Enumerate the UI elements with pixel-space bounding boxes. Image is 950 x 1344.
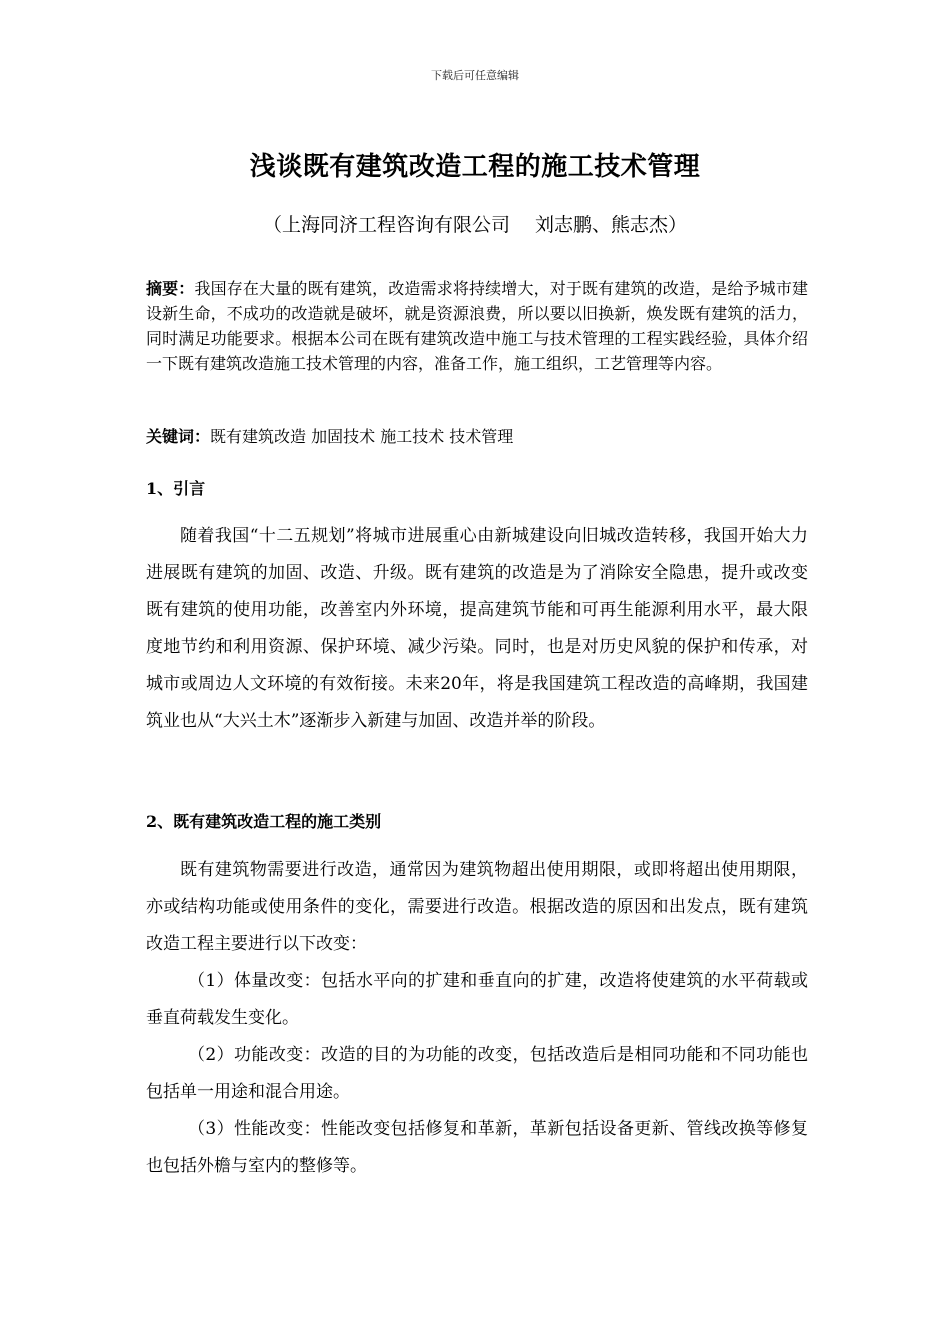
section-heading-introduction: 1、引言 xyxy=(146,479,206,498)
document-title: 浅谈既有建筑改造工程的施工技术管理 xyxy=(249,152,701,182)
abstract-block xyxy=(146,276,808,376)
header-note: 下载后可任意编辑 xyxy=(431,69,519,82)
list-item: （3）性能改变：性能改变包括修复和革新，革新包括设备更新、管线改换等修复也包括外檐与室内的整修等。 xyxy=(146,1119,808,1176)
abstract-label: 摘要： xyxy=(146,279,195,298)
change-type-list xyxy=(146,963,808,1185)
keywords-label: 关键词： xyxy=(146,427,211,446)
keywords-block xyxy=(146,424,808,449)
list-item: （2）功能改变：改造的目的为功能的改变，包括改造后是相同功能和不同功能也包括单一用途和混合用途。 xyxy=(146,1045,808,1102)
list-item: （1）体量改变：包括水平向的扩建和垂直向的扩建，改造将使建筑的水平荷载或垂直荷载发生变化。 xyxy=(146,971,808,1028)
construction-categories-paragraph: 既有建筑物需要进行改造，通常因为建筑物超出使用期限，或即将超出使用期限，亦或结构功能或使用条件的变化，需要进行改造。根据改造的原因和出发点，既有建筑改造工程主要进行以下改变： xyxy=(146,860,808,954)
section-heading-construction-categories: 2、既有建筑改造工程的施工类别 xyxy=(146,812,382,831)
document-authors: （上海同济工程咨询有限公司 刘志鹏、熊志杰） xyxy=(262,214,688,236)
introduction-paragraph: 随着我国“十二五规划”将城市进展重心由新城建设向旧城改造转移，我国开始大力进展既有建筑的加固、改造、升级。既有建筑的改造是为了消除安全隐患，提升或改变既有建筑的使用功能，改善室内外环境，提高建筑节能和可再生能源利用水平，最大限度地节约和利用资源、保护环境、减少污染。同时，也是对历史风貌的保护和传承，对城市或周边人文环境的有效衔接。未来20年，将是我国建筑工程改造的高峰期，我国建筑业也从“大兴土木”逐渐步入新建与加固、改造并举的阶段。 xyxy=(146,526,808,731)
abstract-text: 我国存在大量的既有建筑，改造需求将持续增大，对于既有建筑的改造，是给予城市建设新生命，不成功的改造就是破坏，就是资源浪费，所以要以旧换新，焕发既有建筑的活力，同时满足功能要求。根据本公司在既有建筑改造中施工与技术管理的工程实践经验，具体介绍一下既有建筑改造施工技术管理的内容，准备工作，施工组织，工艺管理等内容。 xyxy=(146,279,808,373)
keywords-text: 既有建筑改造 加固技术 施工技术 技术管理 xyxy=(210,427,514,446)
